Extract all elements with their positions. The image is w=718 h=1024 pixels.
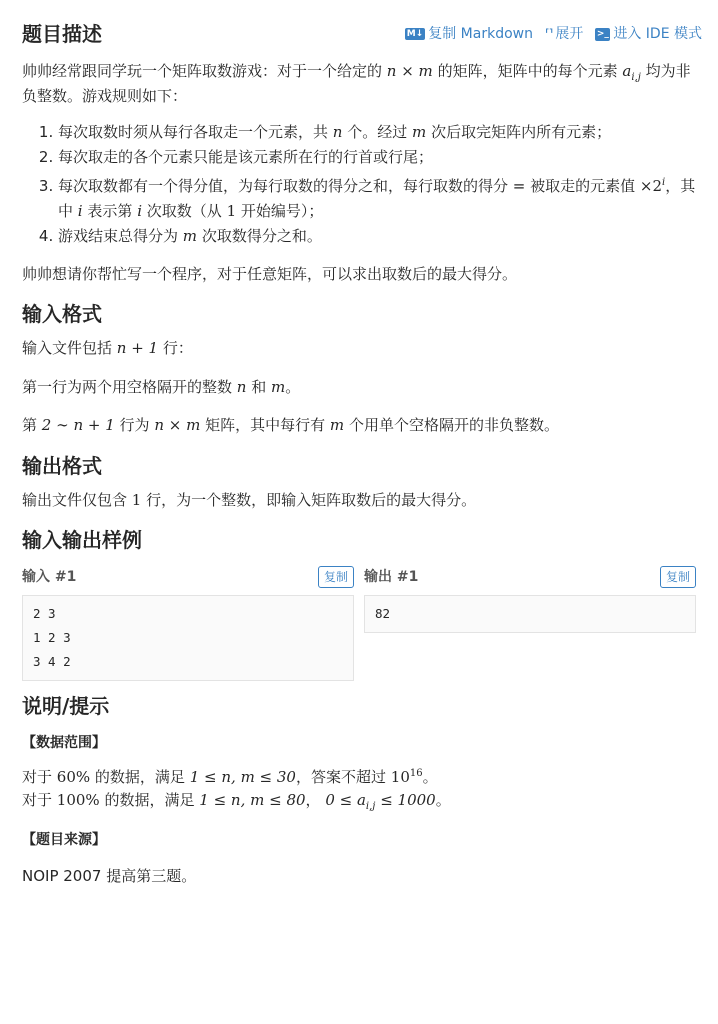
range-line-60: 对于 60% 的数据，满足 1 ≤ n, m ≤ 30，答案不超过 $10^{16}$。 (22, 768, 438, 786)
markdown-icon: M↓ (406, 29, 424, 39)
expand-button[interactable]: ⸢⸣ 展开 (544, 25, 584, 42)
samples-title: 输入输出样例 (22, 528, 142, 552)
input-format-title: 输入格式 (22, 302, 102, 326)
source-title: 【题目来源】 (22, 831, 106, 848)
copy-markdown-button[interactable]: M↓ 复制 Markdown (406, 25, 533, 42)
terminal-icon: >_ (596, 28, 609, 39)
list-item: 1. 每次取数时须从每行各取走一个元素，共 n 个。经过 m 次后取完矩阵内所有元素； (58, 120, 696, 145)
description-closing: 帅帅想请你帮忙写一个程序，对于任意矩阵，可以求出取数后的最大得分。 (22, 264, 518, 283)
data-range-title: 【数据范围】 (22, 735, 106, 751)
output-format-text: 输出文件仅包含 1 行，为一个整数，即输入矩阵取数后的最大得分。 (22, 490, 477, 509)
list-item: 4. 游戏结束总得分为 m 次取数得分之和。 (58, 224, 696, 249)
ide-mode-button[interactable]: >_ 进入 IDE 模式 (596, 25, 702, 42)
sample-input-code[interactable]: 2 3 1 2 3 3 4 2 (22, 595, 354, 681)
description-title: 题目描述 (22, 22, 102, 46)
sample-output-code[interactable]: 82 (364, 595, 696, 633)
range-line-100: 对于 100% 的数据，满足 1 ≤ n, m ≤ 80， $0 \le a_{i,j} \le 1000$。 (22, 790, 451, 812)
source-text: NOIP 2007 提高第三题。 (22, 866, 197, 885)
sample-output-label: 输出 #1 (364, 568, 419, 585)
sample-input (22, 563, 354, 681)
input-format-line2: 第一行为两个用空格隔开的整数 n 和 m。 (22, 377, 301, 396)
description-header (22, 0, 702, 50)
rules-list (22, 120, 696, 249)
expand-icon: ⸢⸣ (544, 27, 553, 41)
list-item: 2. 每次取走的各个元素只能是该元素所在行的行首或行尾； (58, 145, 696, 170)
list-item: 3. 每次取数都有一个得分值，为每行取数的得分之和，每行取数的得分 = 被取走的元素值 $\times 2^i$，其中 i 表示第 i 次取数（从 1 开始编号）； (58, 170, 696, 224)
header-actions (405, 24, 702, 45)
input-format-line1: 输入文件包括 n + 1 行： (22, 339, 193, 357)
sample-output (364, 563, 696, 681)
copy-output-button[interactable]: 复制 (660, 566, 696, 588)
input-format-line3: 第 2 ∼ n + 1 行为 n × m 矩阵，其中每行有 m 个用单个空格隔开的非负整数。 (22, 416, 559, 434)
copy-input-button[interactable]: 复制 (318, 566, 354, 588)
description-intro: 帅帅经常跟同学玩一个矩阵取数游戏：对于一个给定的 n × m 的矩阵，矩阵中的每个元素 $a_{i,j}$ 均为非负整数。游戏规则如下： (22, 62, 691, 105)
samples-area (22, 563, 696, 681)
output-format-title: 输出格式 (22, 453, 102, 478)
hints-title: 说明/提示 (22, 694, 110, 718)
sample-input-label: 输入 #1 (22, 568, 77, 585)
